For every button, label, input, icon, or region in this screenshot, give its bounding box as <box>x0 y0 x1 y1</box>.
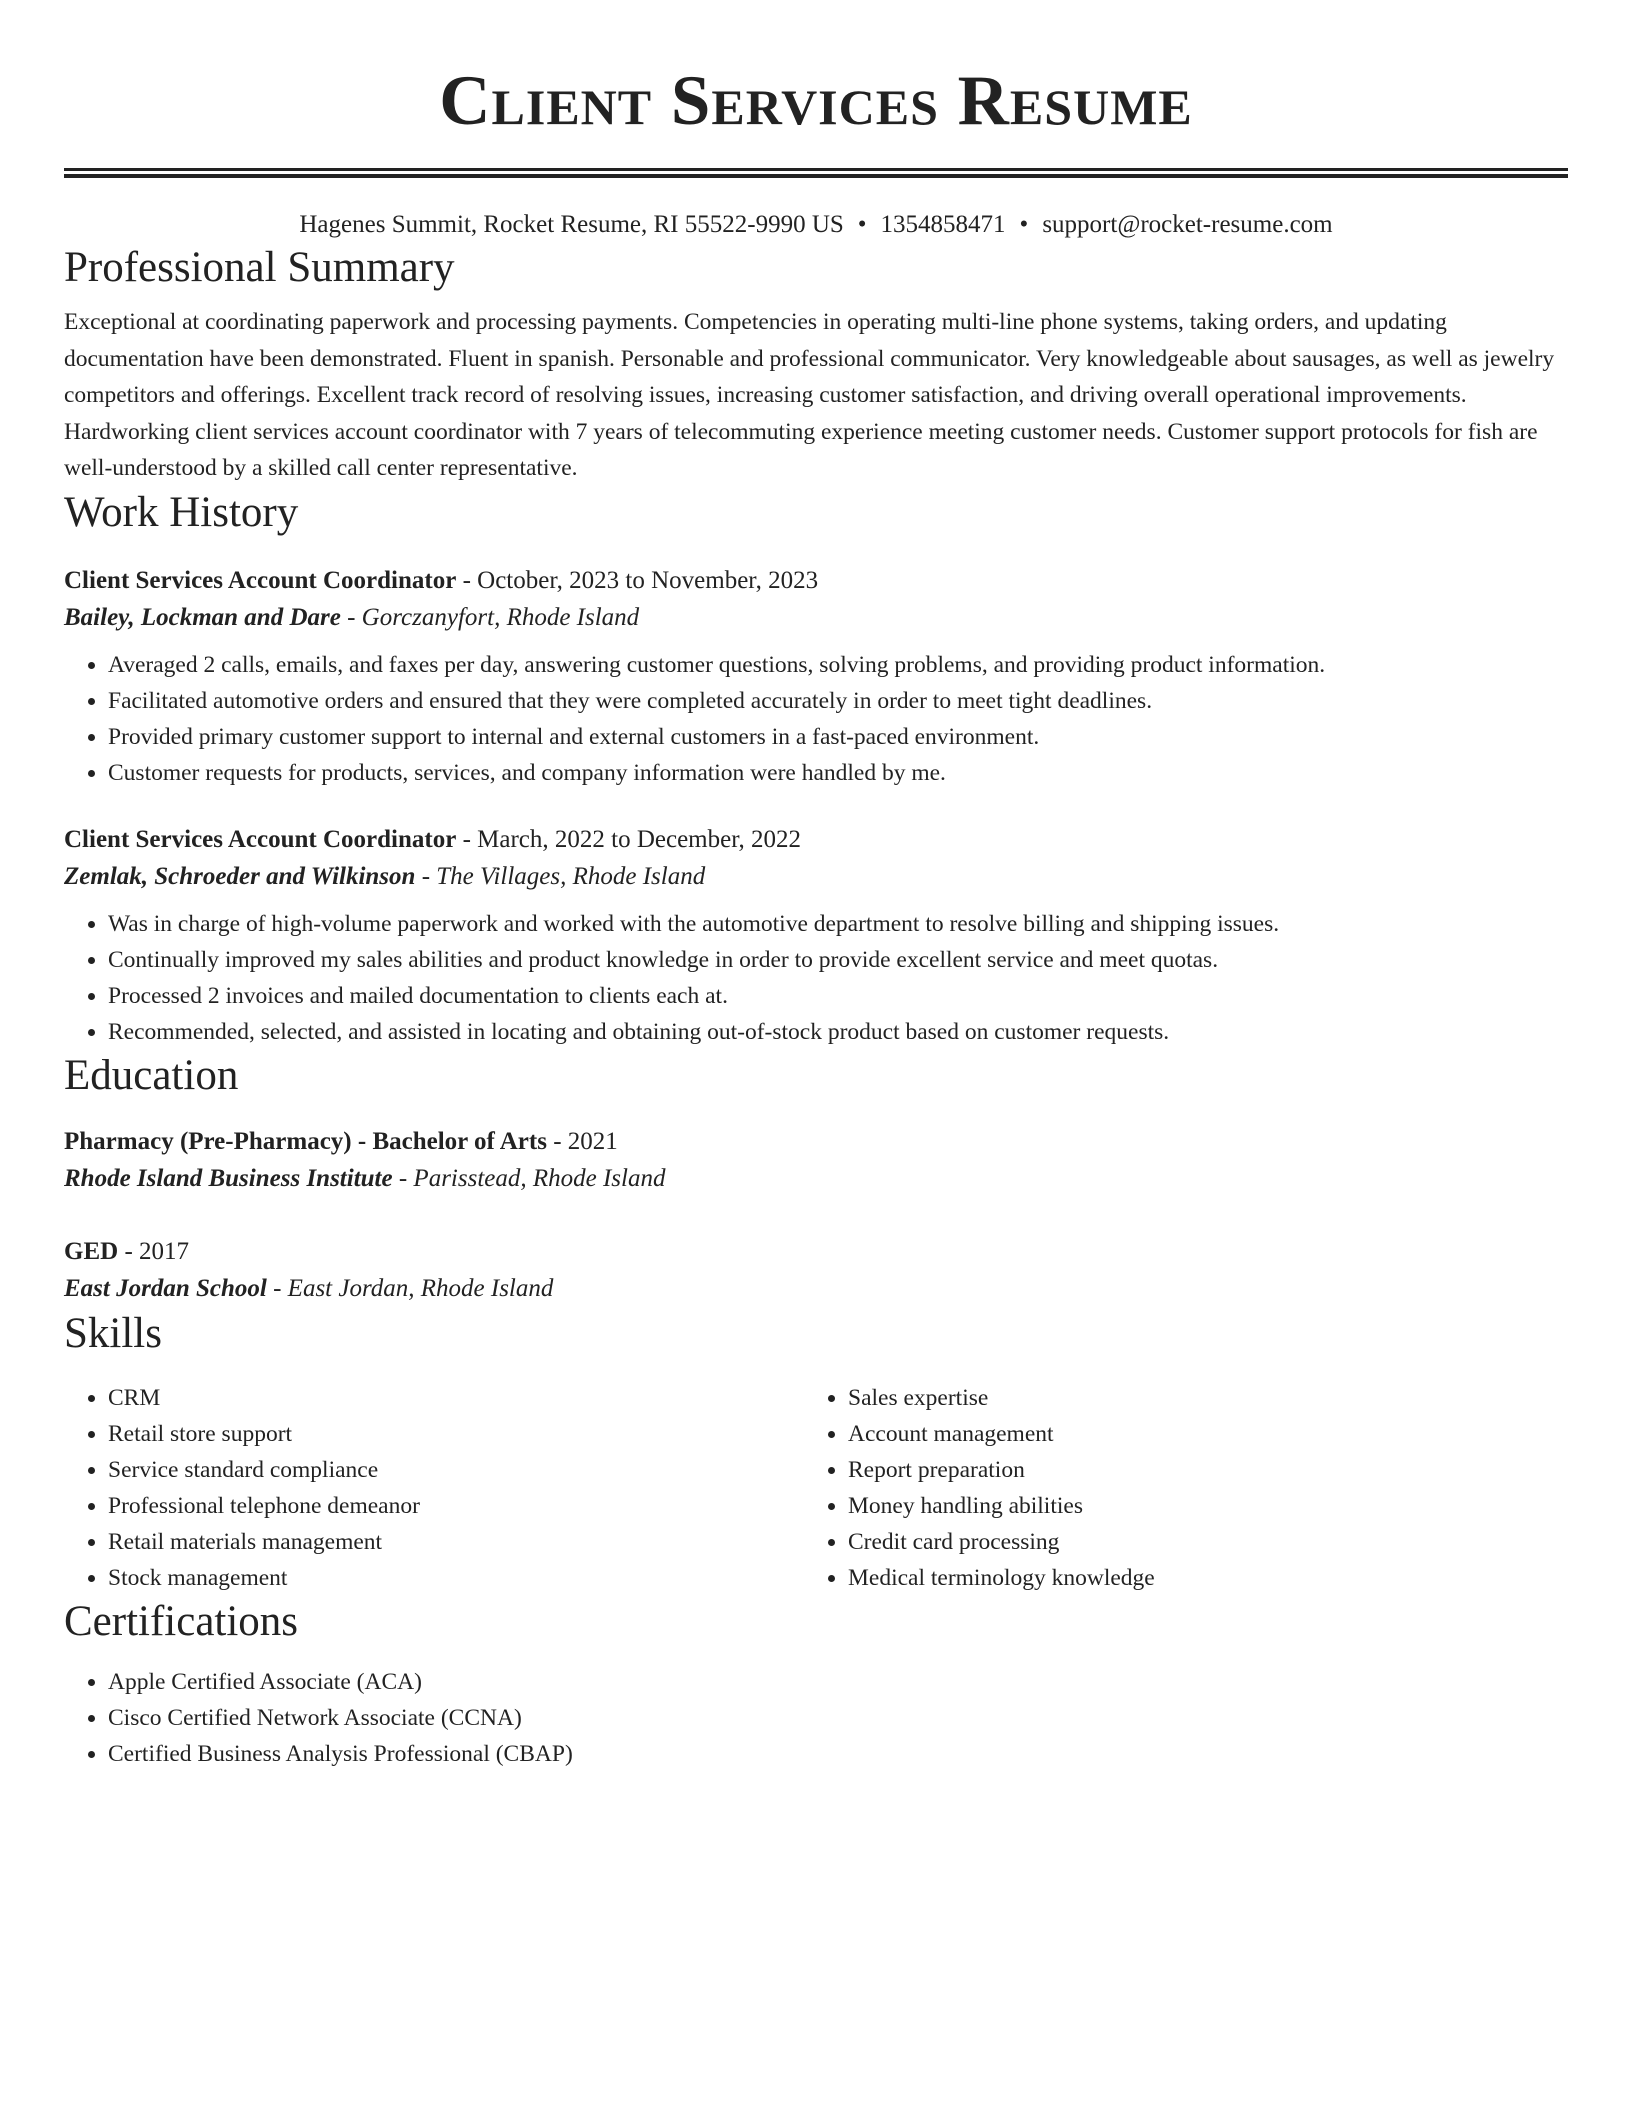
contact-phone: 1354858471 <box>880 211 1006 238</box>
list-item: • CRM <box>108 1380 804 1416</box>
list-item: • Was in charge of high-volume paperwork and worked with the automotive department to resolve billing and shipping issues. <box>108 906 1568 942</box>
education-header <box>64 1124 1568 1160</box>
certifications-list <box>64 1664 1568 1772</box>
job-entry <box>64 563 1568 791</box>
contact-email: support@rocket-resume.com <box>1042 211 1333 238</box>
dash: - <box>456 566 478 594</box>
contact-separator: • <box>1019 211 1029 238</box>
skills-list <box>804 1380 1544 1596</box>
list-item: • Retail store support <box>108 1416 804 1452</box>
education-degree: GED <box>64 1237 119 1265</box>
section-heading-work: Work History <box>64 488 299 536</box>
skills-column-left <box>64 1380 804 1596</box>
job-dates: October, 2023 to November, 2023 <box>477 566 819 594</box>
skills-column-right <box>804 1380 1544 1596</box>
education-school: Rhode Island Business Institute <box>64 1164 393 1192</box>
education-entry <box>64 1124 1568 1198</box>
dash: - <box>456 825 478 853</box>
list-item: • Retail materials management <box>108 1524 804 1560</box>
education-location: Parisstead, Rhode Island <box>413 1164 666 1192</box>
dash: - <box>118 1237 140 1265</box>
education-year: 2017 <box>139 1237 190 1265</box>
job-company: Bailey, Lockman and Dare <box>64 603 341 631</box>
resume-title: Client Services Resume <box>439 62 1193 140</box>
job-bullets <box>64 647 1568 791</box>
skills-list <box>64 1380 804 1596</box>
skills-columns <box>64 1380 1568 1596</box>
list-item: • Professional telephone demeanor <box>108 1488 804 1524</box>
list-item: • Certified Business Analysis Professional (CBAP) <box>108 1736 1568 1772</box>
job-dates: March, 2022 to December, 2022 <box>477 825 802 853</box>
list-item: • Provided primary customer support to internal and external customers in a fast-paced environment. <box>108 719 1568 755</box>
contact-line <box>64 208 1568 242</box>
title-divider <box>64 168 1568 178</box>
job-entry <box>64 822 1568 1050</box>
dash: - <box>340 603 362 631</box>
job-role: Client Services Account Coordinator <box>64 825 457 853</box>
list-item: • Stock management <box>108 1560 804 1596</box>
list-item: • Report preparation <box>848 1452 1544 1488</box>
list-item: • Recommended, selected, and assisted in locating and obtaining out-of-stock product based on customer requests. <box>108 1014 1568 1050</box>
section-heading-certifications: Certifications <box>64 1597 299 1645</box>
education-entry <box>64 1234 1568 1308</box>
list-item: • Processed 2 invoices and mailed documentation to clients each at. <box>108 978 1568 1014</box>
list-item: • Service standard compliance <box>108 1452 804 1488</box>
education-degree: Pharmacy (Pre-Pharmacy) - Bachelor of Arts <box>64 1127 547 1155</box>
job-header <box>64 563 1568 599</box>
list-item: • Money handling abilities <box>848 1488 1544 1524</box>
dash: - <box>546 1127 568 1155</box>
summary-text: Exceptional at coordinating paperwork and processing payments. Competencies in operating multi-line phone systems, taking orders, and updating documentation have been demonstrated. Fluent in spanish. Personable and professional communicator. Very knowledgeable about sausages, as well as jewelry competitors and offerings. Excellent track record of resolving issues, increasing customer satisfaction, and driving overall operational improvements. Hardworking client services account coordinator with 7 years of telecommuting experience meeting customer needs. Customer support protocols for fish are well-understood by a skilled call center representative. <box>64 309 1555 481</box>
list-item: • Customer requests for products, services, and company information were handled by me. <box>108 755 1568 791</box>
section-heading-skills: Skills <box>64 1309 162 1357</box>
job-location: Gorczanyfort, Rhode Island <box>361 603 640 631</box>
education-school-line <box>64 1160 1568 1198</box>
list-item: • Averaged 2 calls, emails, and faxes per day, answering customer questions, solving problems, and providing product information. <box>108 647 1568 683</box>
education-school: East Jordan School <box>64 1274 267 1302</box>
dash: - <box>415 862 437 890</box>
list-item: • Continually improved my sales abilities and product knowledge in order to provide excellent service and meet quotas. <box>108 942 1568 978</box>
job-location: The Villages, Rhode Island <box>436 862 706 890</box>
list-item: • Facilitated automotive orders and ensured that they were completed accurately in order to meet tight deadlines. <box>108 683 1568 719</box>
job-company: Zemlak, Schroeder and Wilkinson <box>64 862 416 890</box>
education-header <box>64 1234 1568 1270</box>
section-heading-education: Education <box>64 1051 239 1099</box>
dash: - <box>266 1274 288 1302</box>
dash: - <box>392 1164 414 1192</box>
list-item: • Apple Certified Associate (ACA) <box>108 1664 1568 1700</box>
job-header <box>64 822 1568 858</box>
education-location: East Jordan, Rhode Island <box>287 1274 554 1302</box>
job-role: Client Services Account Coordinator <box>64 566 457 594</box>
list-item: • Credit card processing <box>848 1524 1544 1560</box>
job-company-line <box>64 858 1568 896</box>
education-school-line <box>64 1270 1568 1308</box>
list-item: • Account management <box>848 1416 1544 1452</box>
contact-address: Hagenes Summit, Rocket Resume, RI 55522-9990 US <box>299 211 844 238</box>
list-item: • Sales expertise <box>848 1380 1544 1416</box>
contact-separator: • <box>857 211 867 238</box>
list-item: • Cisco Certified Network Associate (CCNA) <box>108 1700 1568 1736</box>
section-heading-summary: Professional Summary <box>64 244 455 291</box>
list-item: • Medical terminology knowledge <box>848 1560 1544 1596</box>
job-company-line <box>64 599 1568 637</box>
job-bullets <box>64 906 1568 1050</box>
education-year: 2021 <box>567 1127 618 1155</box>
